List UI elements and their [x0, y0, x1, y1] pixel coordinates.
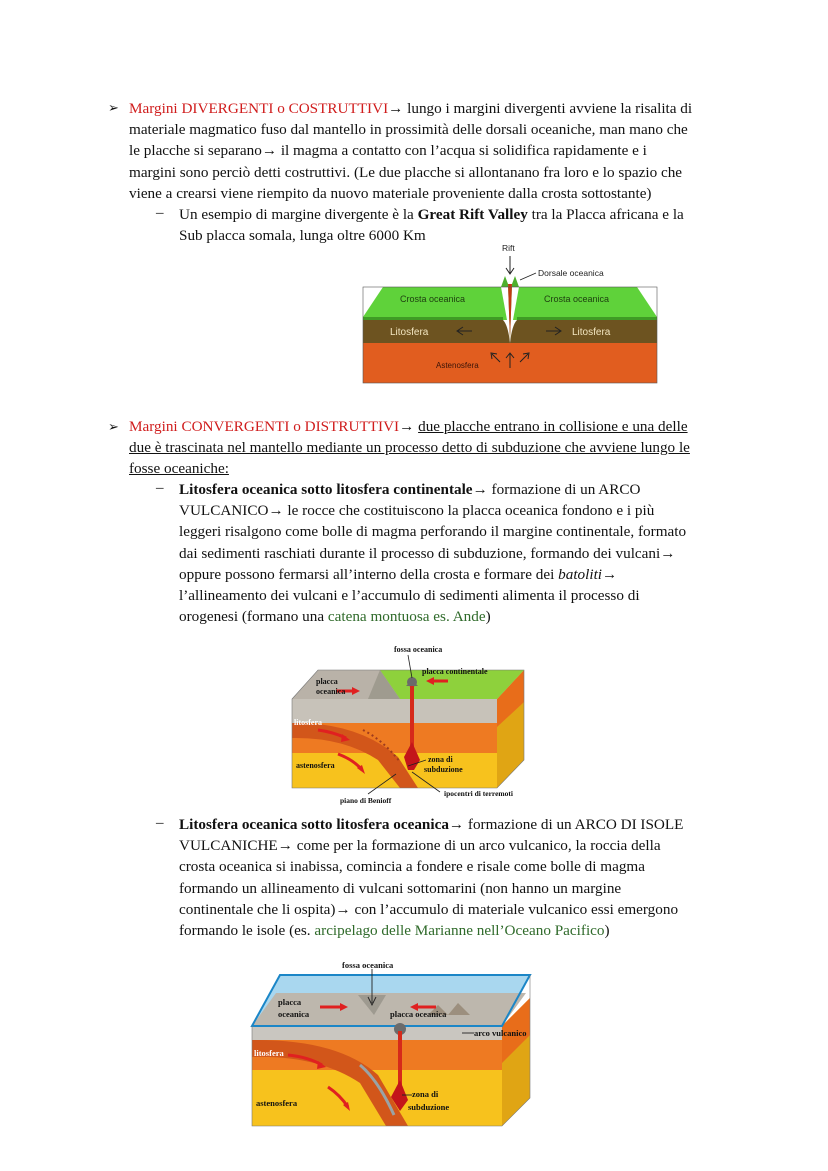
oceanica-label: oceanica [278, 1009, 310, 1019]
litosfera-right-label: Litosfera [572, 327, 611, 338]
fossa-label: fossa oceanica [342, 960, 394, 970]
island-arc-diagram [248, 955, 548, 1130]
placca-continentale-label: placca continentale [422, 667, 488, 676]
litosfera-label: litosfera [254, 1048, 284, 1058]
dorsale-label: Dorsale oceanica [538, 268, 604, 278]
oceanic-continental-item: Litosfera oceanica sotto litosfera continentale→ formazione di un ARCO VULCANICO→ le rocce che costituiscono la placca oceanica fondono e i più leggeri risalgono come bolle di magma perforando il margine continentale, formato dai sedimenti raschiati durante il processo di subduzione, formando dei vulcani→ oppure possono fermarsi all’interno della crosta e formare dei batoliti→ l’allineamento dei vulcani e l’accumulo di sedimenti alimenta il processo di orogenesi (formano una catena montuosa es. Ande) [179, 481, 687, 626]
arrow-icon: → [660, 544, 676, 562]
convergent-title: Margini CONVERGENTI o DISTRUTTIVI [129, 418, 400, 435]
arrow-icon: → [268, 502, 284, 520]
placca-oceanica-label: placca oceanica [390, 1009, 447, 1019]
oceanic-oceanic-item: Litosfera oceanica sotto litosfera oceanica→ formazione di un ARCO DI ISOLE VULCANICHE→ come per la formazione di un arco vulcanico, la roccia della crosta oceanica si inabissa, comincia a fondere e risale come bolle di magma formando un allineamento di vulcani sottomarini (non hanno un margine continentale che li ospita)→ con l’accumulo di materiale vulcanico essi emergono formando le isole (es. arcipelago delle Marianne nell’Oceano Pacifico) [179, 816, 684, 940]
dash-marker: – [156, 480, 164, 496]
arco-label: arco vulcanico [474, 1028, 527, 1038]
rift-label: Rift [502, 243, 515, 253]
arrow-icon: → [335, 900, 351, 918]
astenosfera-label: Astenosfera [436, 361, 479, 370]
arrow-icon: → [277, 837, 293, 855]
placca-label: placca [316, 677, 338, 686]
divergent-diagram [360, 240, 660, 386]
astenosfera-label: astenosfera [296, 761, 335, 770]
arrow-icon: → [261, 142, 278, 160]
fossa-label: fossa oceanica [394, 645, 443, 654]
arrow-icon: → [388, 100, 404, 117]
zona-label: zona di [412, 1089, 439, 1099]
oceanica-label: oceanica [316, 687, 346, 696]
litosfera-left-label: Litosfera [390, 327, 429, 338]
placca-label: placca [278, 997, 302, 1007]
dash-marker: – [156, 205, 164, 221]
litosfera-label: litosfera [294, 718, 322, 727]
arrow-icon: → [472, 481, 488, 498]
divergent-title: Margini DIVERGENTI o COSTRUTTIVI [129, 100, 389, 117]
subduzione-label: subduzione [408, 1102, 450, 1112]
arrow-icon: → [399, 418, 415, 435]
rift-valley-example: Un esempio di margine divergente è la Great Rift Valley tra la Placca africana e la Sub placca somala, lunga oltre 6000 Km [179, 206, 684, 245]
crosta-left-label: Crosta oceanica [400, 294, 466, 304]
dash-marker: – [156, 815, 164, 831]
divergent-paragraph: Margini DIVERGENTI o COSTRUTTIVI→ lungo i margini divergenti avviene la risalita di materiale magmatico fuso dal mantello in prossimità delle dorsali oceaniche, man mano che le placche si separano→ il magma a contatto con l’acqua si solidifica rapidamente e i margini sono perciò detti costruttivi. (Le due placche si allontanano fra loro e lo spazio che viene a crearsi viene riempito da nuovo materiale proveniente dalla crosta sottostante) [129, 100, 693, 202]
crosta-right-label: Crosta oceanica [544, 294, 610, 304]
bullet-icon: ➢ [108, 419, 119, 434]
subduzione-label: subduzione [424, 765, 463, 774]
convergent-paragraph: Margini CONVERGENTI o DISTRUTTIVI→ due placche entrano in collisione e una delle due è trascinata nel mantello mediante un processo detto di subduzione che avviene lungo le fosse oceaniche: [129, 418, 690, 478]
zona-label: zona di [428, 755, 453, 764]
volcanic-arc-diagram [288, 642, 538, 807]
arrow-icon: → [602, 565, 618, 583]
arrow-icon: → [448, 816, 465, 833]
benioff-label: piano di Benioff [340, 796, 392, 805]
bullet-icon: ➢ [108, 100, 119, 115]
ipocentri-label: ipocentri di terremoti [444, 789, 514, 798]
astenosfera-label: astenosfera [256, 1098, 298, 1108]
